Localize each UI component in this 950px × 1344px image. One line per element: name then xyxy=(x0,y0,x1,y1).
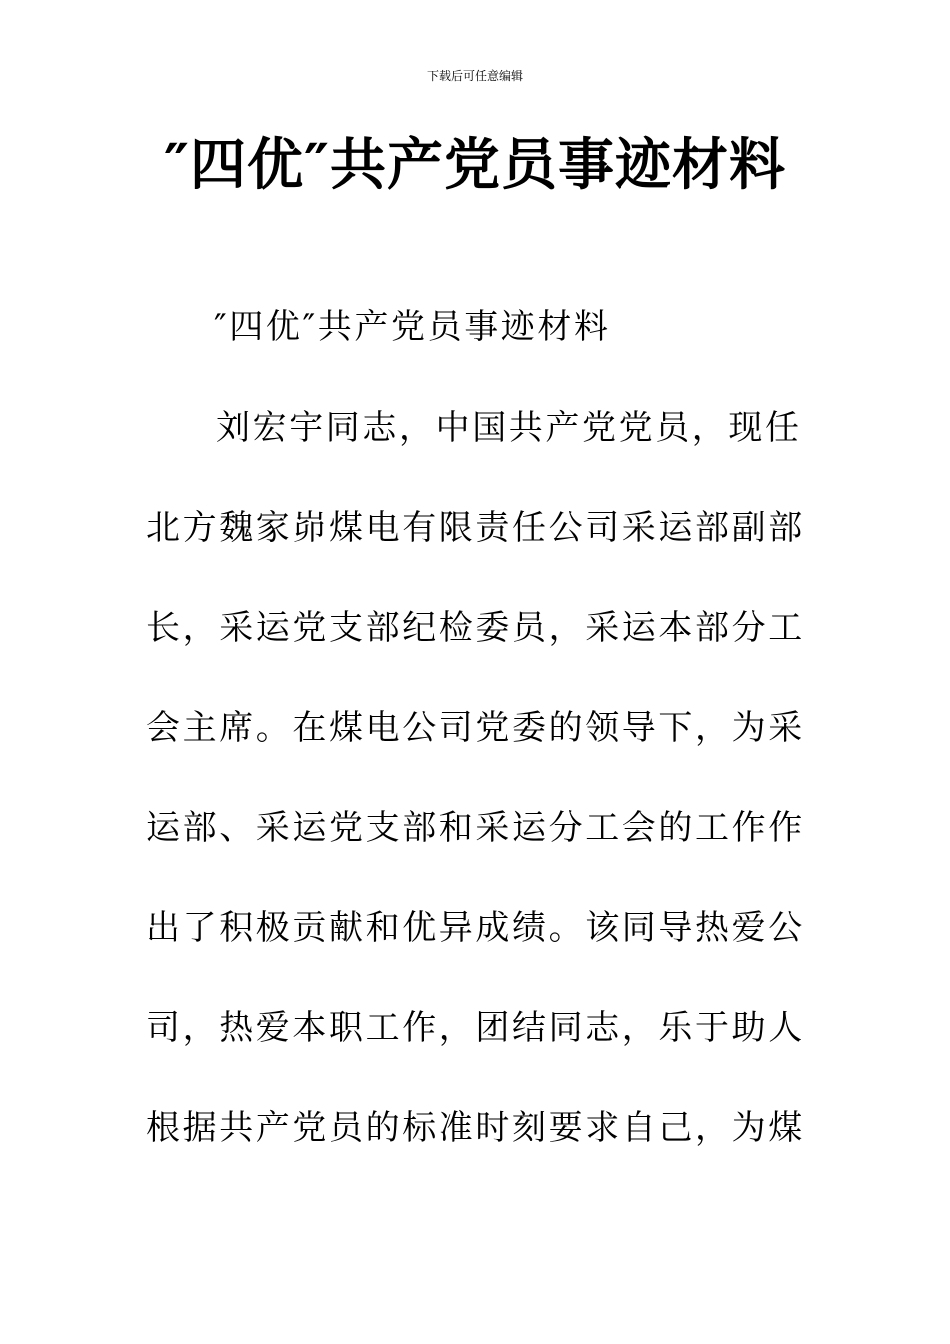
paragraph-line: 北方魏家峁煤电有限责任公司采运部副部 xyxy=(146,508,805,548)
paragraph-line: 刘宏宇同志，中国共产党党员，现任 xyxy=(216,408,802,448)
paragraph-line: 出了积极贡献和优异成绩。该同导热爱公 xyxy=(146,908,805,948)
header-note: 下载后可任意编辑 xyxy=(426,69,523,83)
paragraph-line: 长，采运党支部纪检委员，采运本部分工 xyxy=(146,608,805,648)
paragraph-line: 根据共产党员的标准时刻要求自己，为煤 xyxy=(146,1108,805,1148)
paragraph-line: 司，热爱本职工作，团结同志，乐于助人 xyxy=(146,1008,805,1048)
paragraph-line: 会主席。在煤电公司党委的领导下，为采 xyxy=(146,708,805,748)
paragraph-line: 运部、采运党支部和采运分工会的工作作 xyxy=(146,808,805,848)
document-title: ″四优″共产党员事迹材料 xyxy=(163,133,787,198)
subtitle-line: ″四优″共产党员事迹材料 xyxy=(214,307,611,347)
